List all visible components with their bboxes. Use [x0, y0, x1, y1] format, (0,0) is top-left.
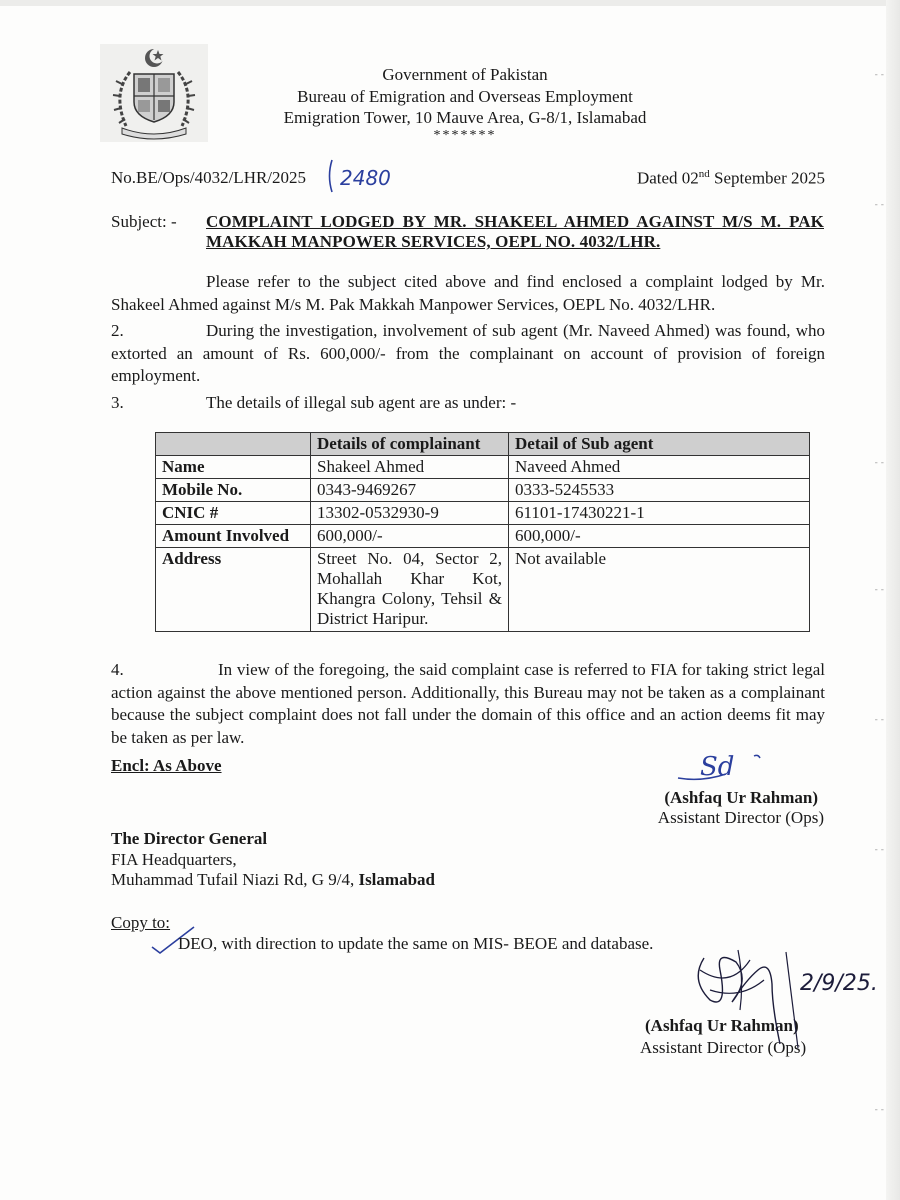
row-label: Amount Involved	[156, 525, 311, 548]
row-label: Address	[156, 548, 311, 632]
paragraph-4-number: 4.	[111, 660, 124, 679]
copy-to-label: Copy to:	[111, 913, 171, 932]
row-label: Name	[156, 456, 311, 479]
row-label: Mobile No.	[156, 479, 311, 502]
paragraph-2	[111, 320, 825, 388]
paragraph-1: Please refer to the subject cited above and find enclosed a complaint lodged by Mr. Shakeel Ahmed against M/s M. Pak Makkah Manpower Services, OEPL No. 4032/LHR.	[111, 272, 825, 314]
date-prefix: Dated 02	[636, 168, 699, 188]
table-row	[156, 525, 810, 548]
signer2-name: (Ashfaq Ur Rahman)	[645, 1016, 799, 1035]
subject-text: COMPLAINT LODGED BY MR. SHAKEEL AHMED AGAINST M/S M. PAK MAKKAH MANPOWER SERVICES, OEPL NO. 4032/LHR.	[206, 212, 824, 251]
table-row	[156, 548, 810, 632]
margin-mark: - -	[874, 458, 884, 468]
signer-title: Assistant Director (Ops)	[657, 808, 824, 827]
reference-number: No.BE/Ops/4032/LHR/2025	[111, 168, 307, 187]
addressee-city: Islamabad	[358, 870, 435, 889]
header-stars: *******	[433, 127, 497, 143]
state-emblem-icon	[100, 44, 208, 142]
sub-agent-cell: Not available	[509, 548, 810, 632]
handwritten-diary-number	[326, 158, 416, 194]
addressee-block	[111, 829, 435, 891]
sub-agent-cell: Naveed Ahmed	[509, 456, 810, 479]
addressee-title: The Director General	[111, 829, 268, 848]
paragraph-2-number: 2.	[111, 321, 124, 340]
table-row	[156, 479, 810, 502]
copy-to-recipient: DEO, with direction to update the same on MIS- BEOE and database.	[178, 934, 654, 953]
table-header-row	[156, 433, 810, 456]
initials-date-text: 2/9/25.	[800, 971, 878, 996]
complainant-cell: 13302-0532930-9	[311, 502, 509, 525]
margin-mark: - -	[874, 715, 884, 725]
sub-agent-details-table	[155, 432, 810, 632]
margin-mark: - -	[874, 845, 884, 855]
table-header-sub-agent: Detail of Sub agent	[509, 433, 810, 456]
complainant-cell: 600,000/-	[311, 525, 509, 548]
addressee-street: Muhammad Tufail Niazi Rd, G 9/4,	[111, 870, 359, 889]
complainant-cell: Shakeel Ahmed	[311, 456, 509, 479]
addressee-address	[111, 870, 435, 891]
header-address: Emigration Tower, 10 Mauve Area, G-8/1, Islamabad	[283, 108, 647, 127]
paragraph-3	[111, 392, 825, 415]
header-bureau: Bureau of Emigration and Overseas Employment	[297, 86, 633, 106]
table-header-blank	[156, 433, 311, 456]
handwritten-initials-signature	[680, 940, 890, 1060]
complainant-cell: Street No. 04, Sector 2, Mohallah Khar Kot, Khangra Colony, Tehsil & District Haripur.	[311, 548, 509, 632]
table-header-complainant: Details of complainant	[311, 433, 509, 456]
paragraph-3-number: 3.	[111, 393, 124, 412]
margin-mark: - -	[874, 70, 884, 80]
paragraph-3-text: The details of illegal sub agent are as under: -	[206, 393, 517, 412]
signer2-title: Assistant Director (Ops)	[640, 1038, 807, 1057]
row-label: CNIC #	[156, 502, 311, 525]
handwritten-number-text: 2480	[340, 166, 391, 190]
signer-name: (Ashfaq Ur Rahman)	[664, 788, 818, 807]
header-government: Government of Pakistan	[382, 65, 548, 84]
date-rest: September 2025	[709, 168, 825, 188]
table-row	[156, 456, 810, 479]
margin-mark: - -	[874, 1105, 884, 1115]
sd-text: Sd	[700, 752, 735, 782]
paragraph-2-text: During the investigation, involvement of sub agent (Mr. Naveed Ahmed) was found, who extorted an amount of Rs. 600,000/- from the complainant on account of provision of foreign employment.	[111, 321, 825, 385]
sub-agent-cell: 61101-17430221-1	[509, 502, 810, 525]
complainant-cell: 0343-9469267	[311, 479, 509, 502]
page-top-edge	[0, 0, 900, 6]
margin-mark: - -	[874, 585, 884, 595]
date-suffix: nd	[698, 168, 710, 180]
subject-label: Subject: -	[111, 212, 177, 231]
sub-agent-cell: 0333-5245533	[509, 479, 810, 502]
enclosure-note: Encl: As Above	[111, 756, 222, 775]
margin-mark: - -	[874, 200, 884, 210]
table-row	[156, 502, 810, 525]
letterhead	[230, 64, 700, 143]
addressee-office: FIA Headquarters,	[111, 849, 237, 869]
sd-signature-mark	[672, 748, 792, 788]
paragraph-4-text: In view of the foregoing, the said complaint case is referred to FIA for taking strict legal action against the above mentioned person. Additionally, this Bureau may not be taken as a complainant because the subject complaint does not fall under the domain of this office and an action deems fit may be taken as per law.	[111, 660, 825, 747]
sub-agent-cell: 600,000/-	[509, 525, 810, 548]
paragraph-4	[111, 659, 825, 749]
letter-date	[637, 168, 825, 189]
